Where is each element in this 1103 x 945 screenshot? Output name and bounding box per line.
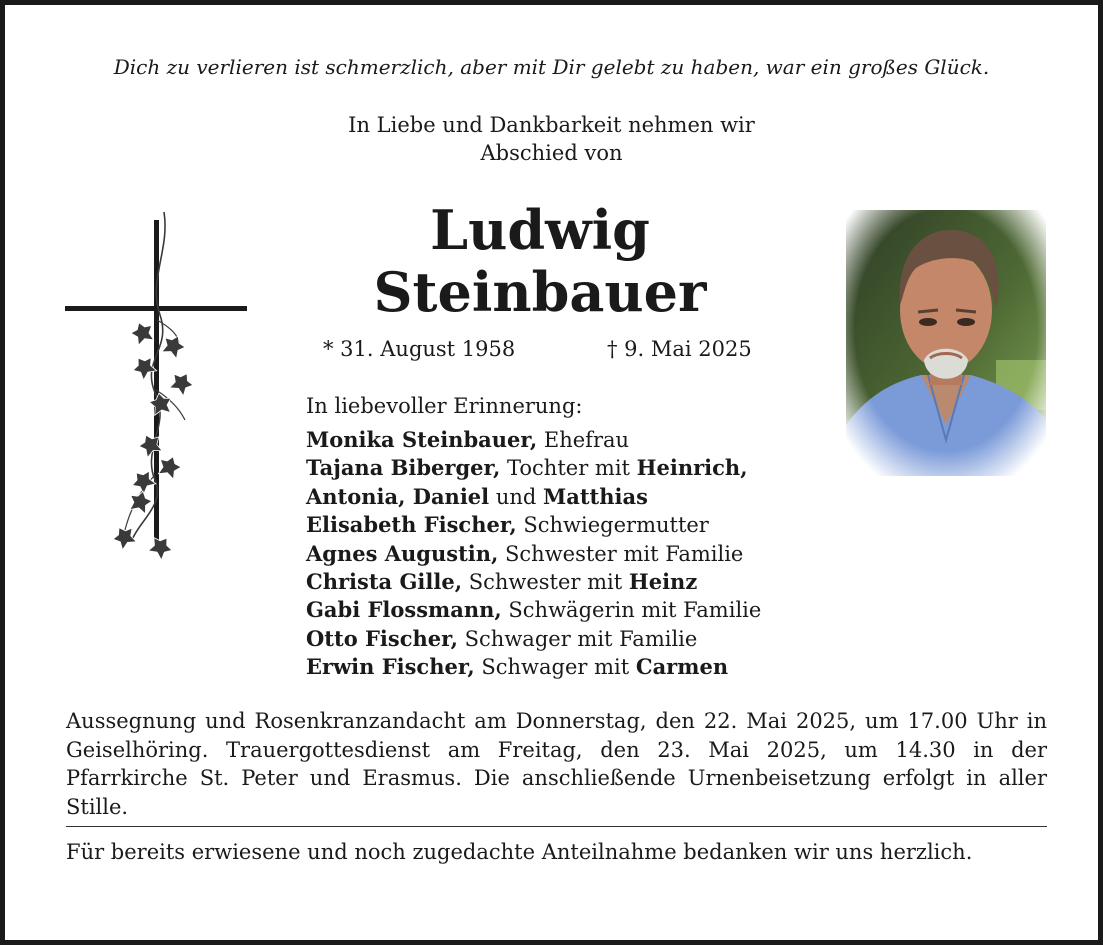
mourner-segment: Schwester mit Familie xyxy=(498,541,744,566)
mourner-segment: Tajana Biberger, xyxy=(306,455,501,481)
mourner-segment: Elisabeth Fischer, xyxy=(306,512,517,538)
mourner-line xyxy=(306,625,761,653)
mourner-line xyxy=(306,426,761,454)
mourner-line xyxy=(306,540,761,568)
mourner-segment: Erwin Fischer, xyxy=(306,654,475,680)
divider-line xyxy=(66,826,1047,827)
mourner-line xyxy=(306,454,761,482)
motto-quote: Dich zu verlieren ist schmerzlich, aber mit Dir gelebt zu haben, war ein großes Glück. xyxy=(113,55,990,79)
memory-heading: In liebevoller Erinnerung: xyxy=(306,394,583,418)
mourner-segment: Heinrich, xyxy=(636,455,748,481)
portrait-photo xyxy=(846,210,1046,476)
mourner-line xyxy=(306,511,761,539)
death-date: † 9. Mai 2025 xyxy=(607,337,752,361)
birth-date: * 31. August 1958 xyxy=(323,337,516,361)
mourner-segment: Monika Steinbauer, xyxy=(306,427,538,452)
cross-with-ivy-icon xyxy=(60,210,255,575)
mourner-segment: Schwager mit xyxy=(474,655,636,680)
mourner-line xyxy=(306,653,761,681)
mourner-segment: und xyxy=(489,484,543,509)
deceased-name xyxy=(335,199,745,323)
mourner-segment: Antonia, Daniel xyxy=(306,483,490,509)
mourner-line xyxy=(306,568,761,596)
deceased-first-name: Ludwig xyxy=(430,198,650,262)
intro-line-1: In Liebe und Dankbarkeit nehmen wir xyxy=(348,113,755,137)
mourner-line xyxy=(306,483,761,511)
mourners-list xyxy=(306,426,761,682)
mourner-segment: Schwägerin mit Familie xyxy=(501,598,762,623)
deceased-last-name: Steinbauer xyxy=(373,260,707,324)
mourner-segment: Otto Fischer, xyxy=(306,625,458,651)
mourner-segment: Agnes Augustin, xyxy=(306,540,499,566)
mourner-segment: Heinz xyxy=(628,569,698,595)
mourner-segment: Schwager mit Familie xyxy=(457,626,698,651)
mourner-segment: Tochter mit xyxy=(500,456,637,481)
mourner-segment: Schwester mit xyxy=(462,570,629,595)
mourner-segment: Ehefrau xyxy=(537,428,630,452)
mourner-segment: Carmen xyxy=(635,654,729,680)
mourner-segment: Gabi Flossmann, xyxy=(306,597,502,623)
mourner-line xyxy=(306,596,761,624)
mourner-segment: Matthias xyxy=(543,483,648,509)
mourner-segment: Christa Gille, xyxy=(306,569,463,595)
intro-line-2: Abschied von xyxy=(480,141,623,165)
funeral-details: Aussegnung und Rosenkranzandacht am Donnerstag, den 22. Mai 2025, um 17.00 Uhr in Geiselhöring. Trauergottesdienst am Freitag, den 23. Mai 2025, um 14.30 in der Pfarrkirche St. Peter und Erasmus. Die anschließende Urnenbeisetzung erfolgt in aller Stille. xyxy=(66,709,1047,819)
intro-text xyxy=(5,111,1098,167)
mourner-segment: Schwiegermutter xyxy=(516,513,709,538)
thanks-text: Für bereits erwiesene und noch zugedachte Anteilnahme bedanken wir uns herzlich. xyxy=(66,840,973,864)
